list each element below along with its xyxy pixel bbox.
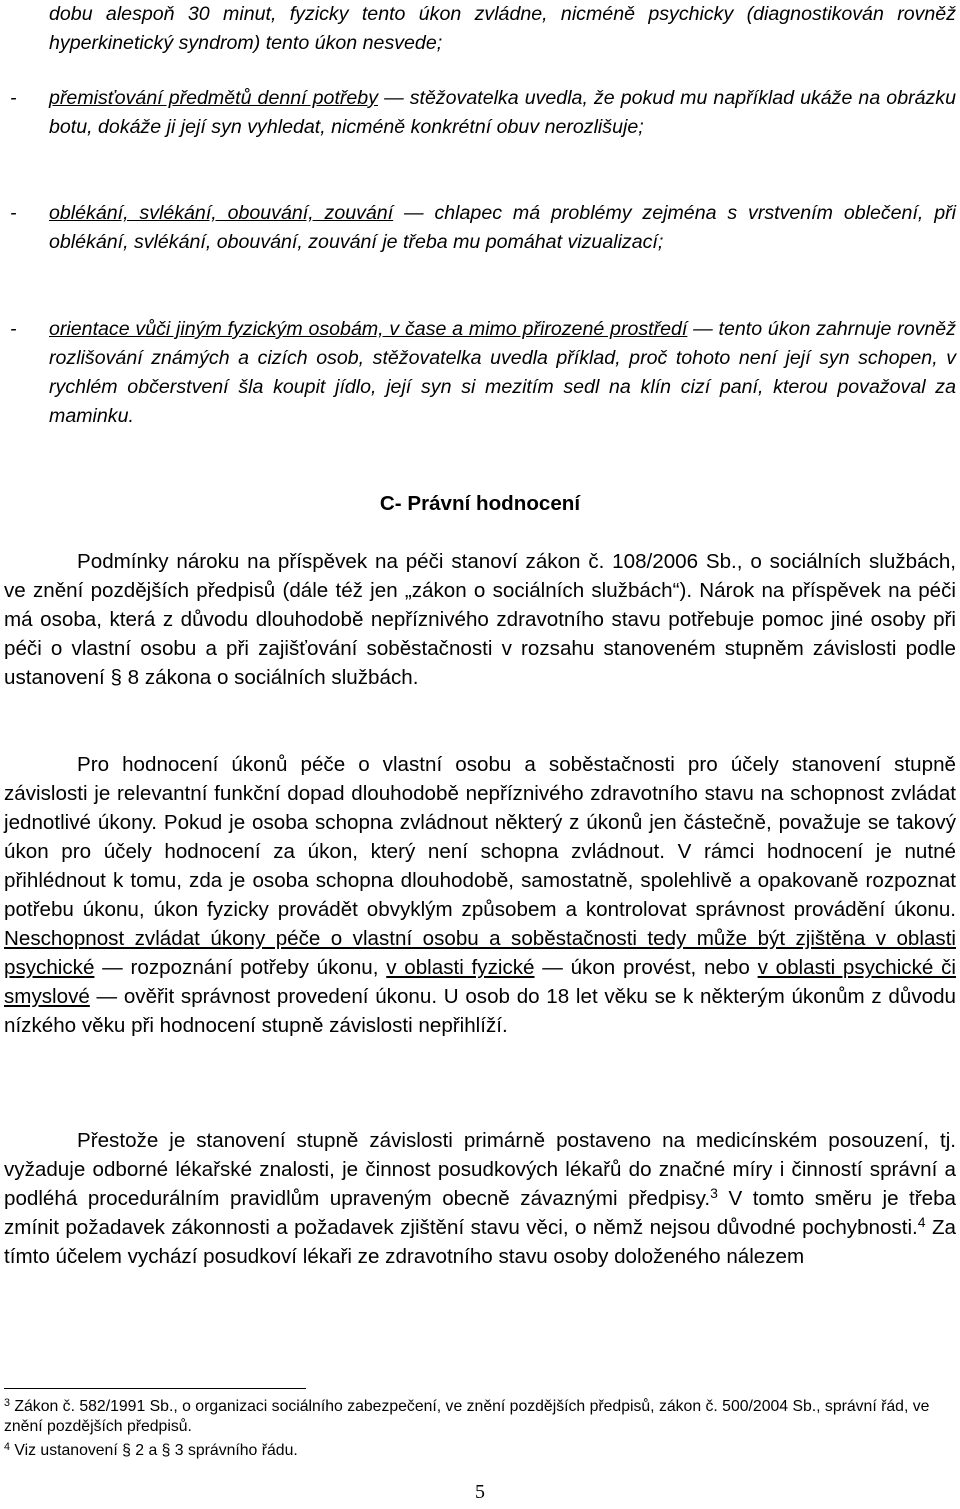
list-item-body	[49, 315, 956, 431]
list-item	[4, 84, 956, 142]
paragraph-text: V tomto směru je třeba zmínit požadavek zákonnosti a požadavek zjištění stavu věci, o němž nejsou důvodné pochybnosti.	[4, 1187, 956, 1239]
list-item-body	[49, 84, 956, 142]
paragraph-text: § 8 zákona o sociálních službách.	[110, 666, 419, 689]
list-continuation: dobu alespoň 30 minut, fyzicky tento úkon zvládne, nicméně psychicky (diagnostikován rovněž hyperkinetický syndrom) tento úkon nesvede;	[49, 3, 956, 54]
page-number: 5	[475, 1481, 485, 1503]
list-item	[4, 315, 956, 431]
list-item-title: orientace vůči jiným fyzickým osobám, v čase a mimo přirozené prostředí	[49, 318, 688, 340]
footnote	[4, 1441, 956, 1461]
paragraph-text: — úkon provést, nebo	[534, 956, 758, 979]
underlined-text: v oblasti fyzické	[386, 956, 535, 979]
footnote-number: 3	[4, 1396, 10, 1409]
paragraph-text: Nárok na příspěvek na péči má osoba, která z důvodu dlouhodobě nepříznivého zdravotního stavu potřebuje pomoc jiné osoby při péči o vlastní osobu a při zajišťování soběstačnosti v rozsahu stanoveném stupněm závislosti podle ustanovení	[4, 579, 956, 689]
list-item-title: oblékání, svlékání, obouvání, zouvání	[49, 202, 394, 224]
paragraph-text: — rozpoznání potřeby úkonu,	[94, 956, 387, 979]
footnote-text: Viz ustanovení § 2 a § 3 správního řádu.	[9, 1442, 298, 1459]
list-item-text: — chlapec má problémy zejména s vrstvením oblečení, při oblékání, svlékání, obouvání, zouvání je třeba mu pomáhat vizualizací;	[49, 202, 956, 253]
paragraph-text: Přestože je stanovení stupně závislosti primárně postaveno na medicínském posouzení, tj. vyžaduje odborné lékařské znalosti, je činnost posudkových lékařů do značné míry i činností správní a podléhá procedurálním pravidlům upraveným obecně závaznými předpisy.	[4, 1129, 956, 1210]
paragraph	[4, 547, 956, 692]
footnote-separator	[4, 1388, 306, 1389]
footnote-ref[interactable]: 3	[710, 1185, 718, 1201]
list-dash: -	[10, 202, 17, 224]
section-heading: C- Právní hodnocení	[379, 492, 581, 515]
underlined-text: Neschopnost zvládat úkony péče o vlastní osobu a soběstačnosti tedy může být zjištěna v oblasti psychické	[4, 927, 956, 979]
underlined-text: v oblasti psychické či smyslové	[4, 956, 956, 1008]
list-dash: -	[10, 318, 17, 340]
footnote	[4, 1397, 956, 1437]
paragraph-text: — ověřit správnost provedení úkonu. U osob do 18 let věku se k některým úkonům z důvodu nízkého věku při hodnocení stupně závislosti nepřihlíží.	[4, 985, 956, 1037]
list-dash: -	[10, 87, 17, 109]
paragraph-text: Pro hodnocení úkonů péče o vlastní osobu a soběstačnosti pro účely stanovení stupně závislosti je relevantní funkční dopad dlouhodobě nepříznivého zdravotního stavu na schopnost zvládat jednotlivé úkony. Pokud je osoba schopna zvládnout některý z úkonů jen částečně, považuje se takový úkon pro účely hodnocení za úkon, který není schopna zvládnout. V rámci hodnocení je nutné přihlédnout k tomu, zda je osoba schopna dlouhodobě, samostatně, spolehlivě a opakovaně rozpoznat potřebu úkonu, úkon fyzicky provádět obvyklým způsobem a kontrolovat správnost provádění úkonu.	[4, 753, 956, 921]
list-item	[4, 199, 956, 257]
footnote-ref[interactable]: 4	[917, 1214, 926, 1230]
paragraph-text: Podmínky nároku na příspěvek na péči stanoví zákon č. 108/2006 Sb., o sociálních službách, ve znění pozdějších předpisů (dále též jen „zákon o sociálních službách“).	[4, 550, 956, 602]
paragraph	[4, 750, 956, 1040]
footnote-text: Zákon č. 582/1991 Sb., o organizaci sociálního zabezpečení, ve znění pozdějších předpisů, zákon č. 500/2004 Sb., správní řád, ve znění pozdějších předpisů.	[4, 1398, 930, 1435]
list-item-body	[49, 199, 956, 257]
list-item-text: — stěžovatelka uvedla, že pokud mu například ukáže na obrázku botu, dokáže ji její syn vyhledat, nicméně konkrétní obuv nerozlišuje;	[49, 87, 956, 138]
footnote-number: 4	[4, 1440, 10, 1453]
list-item-text: — tento úkon zahrnuje rovněž rozlišování známých a cizích osob, stěžovatelka uvedla příklad, proč tohoto není její syn schopen, v rychlém občerstvení šla koupit jídlo, její syn si mezitím sedl na klín cizí paní, kterou považoval za maminku.	[49, 318, 956, 427]
list-item-title: přemisťování předmětů denní potřeby	[49, 87, 379, 109]
paragraph-text: Za tímto účelem vychází posudkoví lékaři ze zdravotního stavu osoby doloženého nálezem	[4, 1216, 956, 1268]
paragraph	[4, 1126, 956, 1271]
